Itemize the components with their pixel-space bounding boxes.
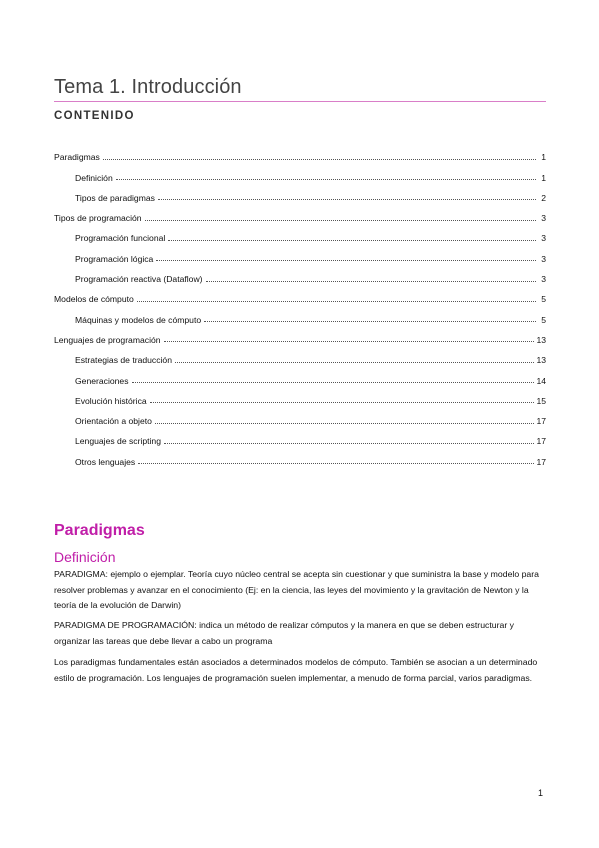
toc-entry-label: Lenguajes de programación (54, 334, 161, 345)
table-of-contents (54, 142, 546, 467)
toc-dot-leader (204, 321, 536, 322)
toc-dot-leader (150, 402, 535, 403)
paragraph-paradigmas-fundamentales: Los paradigmas fundamentales están asociados a determinados modelos de cómputo. También se asocian a un determinado estilo de programación. Los lenguajes de programación suelen implementar, a menudo de forma parcial, varios paradigmas. (54, 657, 538, 683)
toc-entry-label: Programación funcional (75, 233, 166, 244)
toc-dot-leader (155, 423, 535, 424)
toc-entry-page: 15 (536, 395, 546, 406)
toc-entry[interactable] (54, 264, 546, 284)
toc-entry-label: Estrategias de traducción (75, 355, 172, 366)
toc-entry-page: 17 (536, 416, 546, 427)
document-title: Tema 1. Introducción (54, 76, 242, 98)
toc-entry-label: Modelos de cómputo (54, 294, 134, 305)
toc-entry-label: Orientación a objeto (75, 416, 152, 427)
toc-dot-leader (164, 341, 535, 342)
toc-entry[interactable] (54, 325, 546, 345)
toc-entry[interactable] (54, 365, 546, 385)
toc-entry[interactable] (54, 203, 546, 223)
toc-entry-page: 14 (536, 375, 546, 386)
toc-dot-leader (158, 199, 536, 200)
toc-entry-label: Máquinas y modelos de cómputo (75, 314, 202, 325)
toc-entry-label: Lenguajes de scripting (75, 436, 161, 447)
toc-entry-page: 17 (536, 456, 546, 467)
toc-entry[interactable] (54, 162, 546, 182)
paragraph-paradigma-definition: PARADIGMA: ejemplo o ejemplar. Teoría cuyo núcleo central se acepta sin cuestionar y que suministra la base y modelo para resolver problemas y avanzar en el conocimiento (Ej: en la ciencia, las leyes del movimiento y la gravitación de Newton y la teoría de la evolución de Darwin) (54, 569, 539, 610)
toc-dot-leader (145, 220, 536, 221)
toc-dot-leader (168, 240, 536, 241)
toc-dot-leader (206, 281, 536, 282)
page-number: 1 (537, 788, 543, 798)
toc-entry-page: 13 (536, 355, 546, 366)
toc-entry-page: 5 (541, 314, 546, 325)
toc-dot-leader (138, 463, 534, 464)
toc-entry-page: 1 (541, 172, 546, 183)
title-divider (54, 101, 546, 102)
toc-entry-page: 17 (536, 436, 546, 447)
toc-entry-label: Evolución histórica (75, 395, 147, 406)
toc-entry-page: 3 (541, 274, 546, 285)
toc-entry[interactable] (54, 446, 546, 466)
section-heading: Paradigmas (54, 522, 145, 539)
toc-entry-page: 13 (536, 334, 546, 345)
toc-dot-leader (175, 362, 534, 363)
toc-entry[interactable] (54, 426, 546, 446)
toc-entry-label: Programación lógica (75, 253, 154, 264)
toc-entry[interactable] (54, 243, 546, 263)
toc-entry[interactable] (54, 406, 546, 426)
toc-entry-label: Otros lenguajes (75, 456, 136, 467)
toc-entry-page: 5 (541, 294, 546, 305)
toc-entry[interactable] (54, 304, 546, 324)
toc-entry-label: Tipos de paradigmas (75, 192, 155, 203)
toc-entry-label: Tipos de programación (54, 213, 142, 224)
toc-dot-leader (116, 179, 536, 180)
toc-entry-page: 3 (541, 253, 546, 264)
toc-entry[interactable] (54, 284, 546, 304)
toc-entry-page: 3 (541, 213, 546, 224)
paragraph-paradigma-programacion: PARADIGMA DE PROGRAMACIÓN: indica un método de realizar cómputos y la manera en que se deben estructurar y organizar las tareas que debe llevar a cabo un programa (54, 620, 514, 646)
section-subheading: Definición (54, 549, 116, 565)
toc-entry[interactable] (54, 223, 546, 243)
toc-entry[interactable] (54, 386, 546, 406)
toc-entry[interactable] (54, 142, 546, 162)
toc-dot-leader (132, 382, 535, 383)
toc-entry-label: Generaciones (75, 375, 129, 386)
toc-entry-label: Programación reactiva (Dataflow) (75, 274, 203, 285)
toc-dot-leader (103, 159, 536, 160)
toc-dot-leader (156, 260, 536, 261)
toc-heading: CONTENIDO (54, 110, 135, 122)
toc-entry[interactable] (54, 345, 546, 365)
toc-entry[interactable] (54, 183, 546, 203)
toc-entry-page: 3 (541, 233, 546, 244)
toc-entry-page: 1 (541, 152, 546, 163)
toc-dot-leader (164, 443, 534, 444)
toc-entry-label: Definición (75, 172, 113, 183)
toc-entry-page: 2 (541, 192, 546, 203)
toc-entry-label: Paradigmas (54, 152, 100, 163)
toc-dot-leader (137, 301, 536, 302)
